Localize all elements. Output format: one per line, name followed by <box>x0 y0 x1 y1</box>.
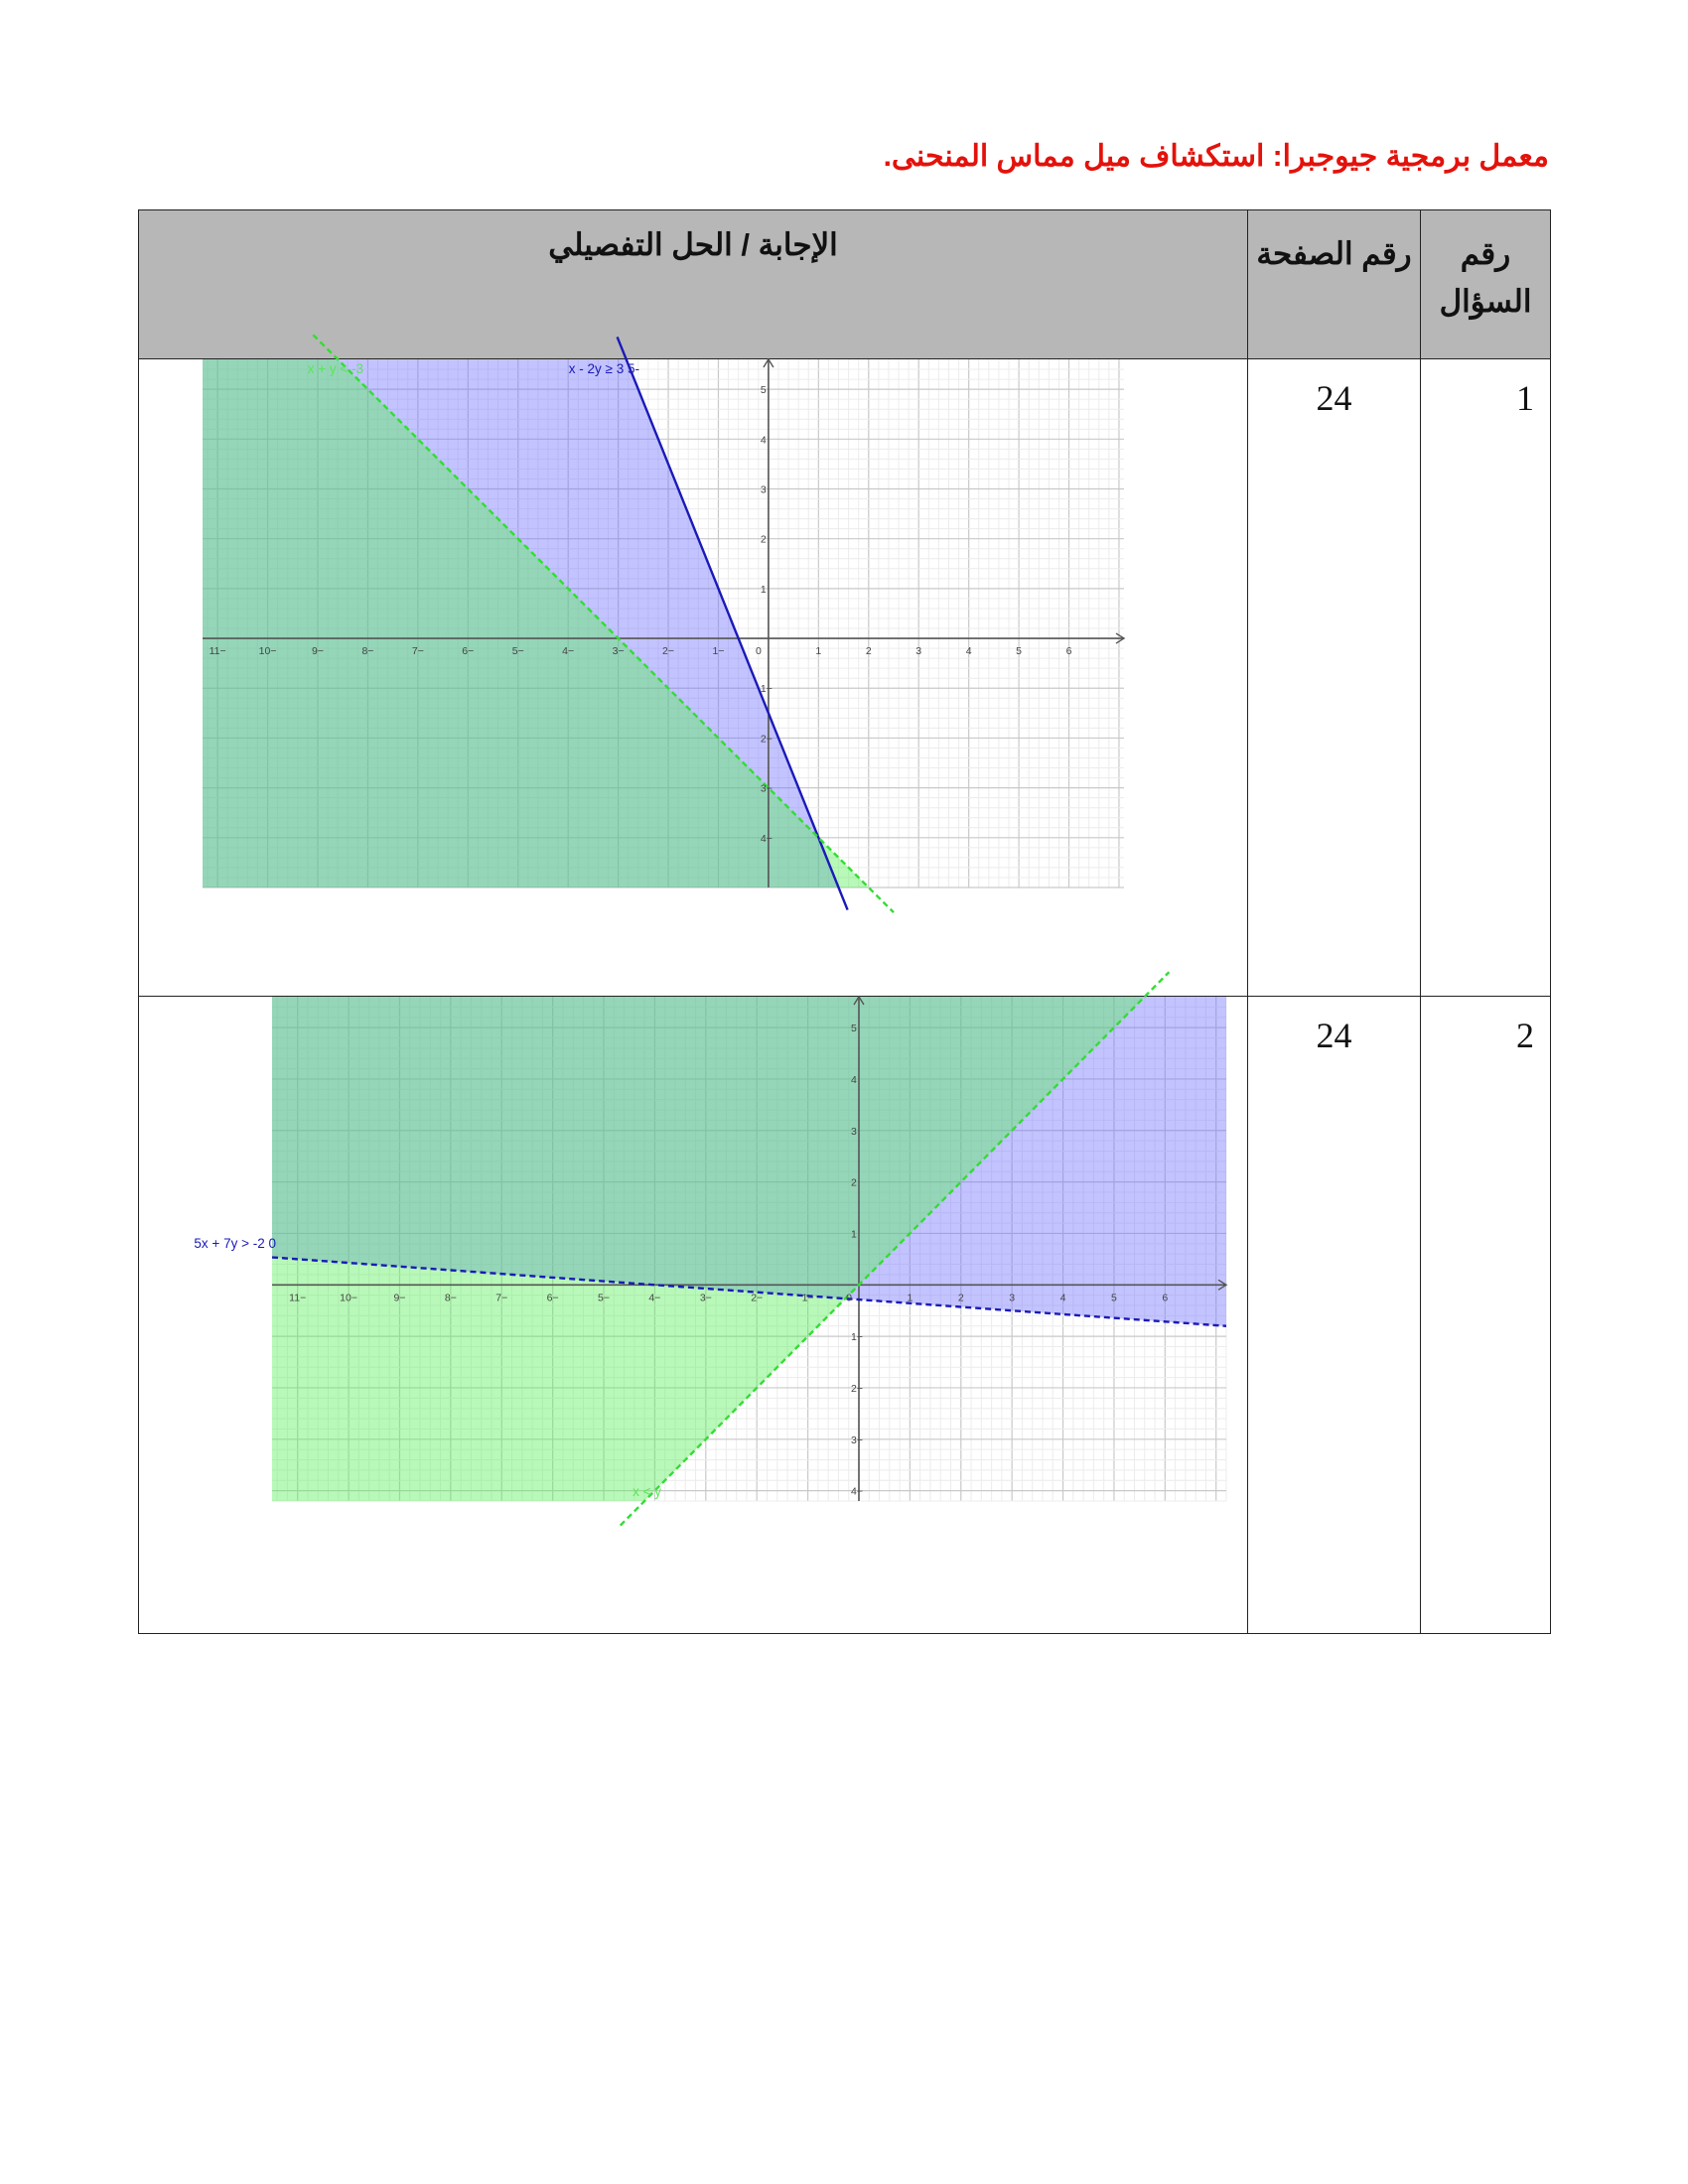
x-tick-label: −9 <box>393 1292 406 1304</box>
x-tick-label: 1 <box>815 645 822 658</box>
x-tick-label: −11 <box>289 1292 307 1304</box>
x-tick-label: 0 <box>755 645 762 658</box>
inequality-label: x < y <box>633 1484 661 1499</box>
x-tick-label: 6 <box>1065 645 1072 658</box>
page-title: معمل برمجية جيوجبرا: استكشاف ميل مماس المنحنى. <box>883 140 1549 173</box>
x-tick-label: 5 <box>1016 645 1023 658</box>
x-tick-label: 2 <box>865 645 872 658</box>
x-tick-label: −3 <box>699 1292 712 1304</box>
y-tick-label: 2 <box>850 1176 857 1189</box>
x-tick-label: −7 <box>411 645 424 658</box>
x-tick-label: 0 <box>846 1292 852 1304</box>
header-page-number: رقم الصفحة <box>1248 210 1421 359</box>
page-number-cell <box>1248 997 1421 1634</box>
x-tick-label: −10 <box>340 1292 357 1304</box>
y-tick-label: 4 <box>850 1073 857 1086</box>
y-tick-label: −3 <box>760 782 773 795</box>
x-tick-label: 6 <box>1162 1292 1169 1304</box>
y-tick-label: 2 <box>760 533 767 546</box>
y-tick-label: −4 <box>850 1485 863 1498</box>
y-tick-label: 5 <box>760 384 767 397</box>
y-tick-label: −1 <box>850 1331 863 1344</box>
x-tick-label: −4 <box>648 1292 661 1304</box>
x-tick-label: 3 <box>915 645 922 658</box>
y-tick-label: −4 <box>760 832 773 845</box>
answer-cell <box>139 359 1248 997</box>
question-number: 1 <box>1516 378 1534 418</box>
x-tick-label: −10 <box>258 645 277 658</box>
answers-table <box>138 209 1551 1634</box>
y-tick-label: −1 <box>760 683 773 696</box>
x-tick-label: −4 <box>562 645 575 658</box>
x-tick-label: −6 <box>462 645 475 658</box>
x-tick-label: −5 <box>511 645 524 658</box>
header-answer: الإجابة / الحل التفصيلي <box>139 210 1248 359</box>
inequality-label: -5 x - 2y ≥ 3 <box>568 361 639 376</box>
y-tick-label: 1 <box>850 1228 857 1241</box>
x-tick-label: 2 <box>957 1292 964 1304</box>
question-number-cell <box>1421 997 1551 1634</box>
inequality-label: 0 5x + 7y > -2 <box>194 1236 276 1251</box>
x-tick-label: −1 <box>712 645 725 658</box>
y-tick-label: 1 <box>760 583 767 596</box>
x-tick-label: −8 <box>361 645 374 658</box>
x-tick-label: −7 <box>495 1292 508 1304</box>
page-number: 24 <box>1316 378 1352 418</box>
header-question-number: رقم السؤال <box>1421 210 1551 359</box>
question-number-cell <box>1421 359 1551 997</box>
x-tick-label: −1 <box>801 1292 814 1304</box>
page-number-cell <box>1248 359 1421 997</box>
inequality-label: x + y < -3 <box>307 361 363 376</box>
x-tick-label: 4 <box>965 645 972 658</box>
table-row <box>139 359 1551 997</box>
x-tick-label: −2 <box>751 1292 764 1304</box>
y-tick-label: 5 <box>850 1023 857 1035</box>
inequality-graph-1 <box>203 359 1124 887</box>
x-tick-label: 1 <box>907 1292 914 1304</box>
y-tick-label: 4 <box>760 434 767 447</box>
x-tick-label: 5 <box>1111 1292 1117 1304</box>
answer-cell <box>139 997 1248 1634</box>
y-tick-label: 3 <box>760 483 767 496</box>
y-tick-label: −2 <box>850 1382 863 1395</box>
x-tick-label: −6 <box>546 1292 559 1304</box>
inequality-graph-2 <box>194 997 1226 1501</box>
x-tick-label: −2 <box>662 645 675 658</box>
y-tick-label: −3 <box>850 1433 863 1446</box>
question-number: 2 <box>1516 1016 1534 1055</box>
x-tick-label: 4 <box>1059 1292 1066 1304</box>
x-tick-label: −9 <box>312 645 324 658</box>
x-tick-label: 3 <box>1009 1292 1016 1304</box>
table-header-row <box>139 210 1551 359</box>
x-tick-label: −8 <box>444 1292 457 1304</box>
y-tick-label: 3 <box>850 1125 857 1138</box>
x-tick-label: −11 <box>209 645 226 658</box>
table-row <box>139 997 1551 1634</box>
y-tick-label: −2 <box>760 733 773 746</box>
x-tick-label: −5 <box>598 1292 611 1304</box>
page-number: 24 <box>1316 1016 1352 1055</box>
x-tick-label: −3 <box>612 645 625 658</box>
